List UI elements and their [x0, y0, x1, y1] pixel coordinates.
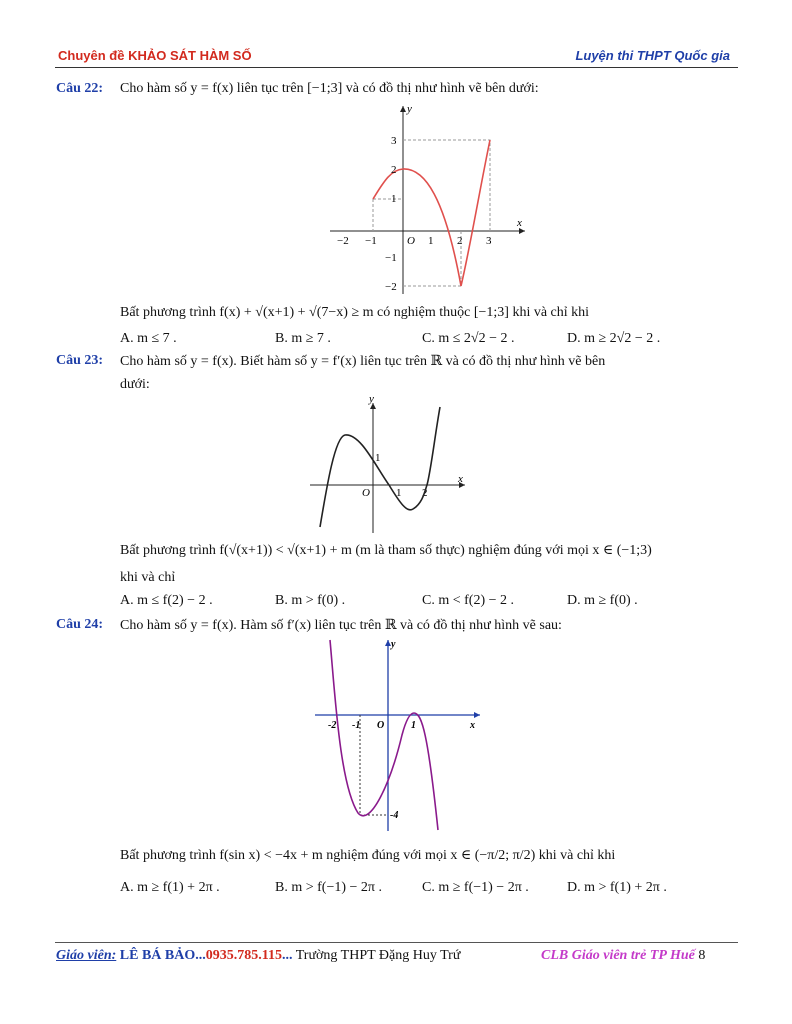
q22-option-a[interactable]: A. m ≤ 7 . — [120, 331, 177, 346]
q22-y-arrow-icon — [400, 106, 406, 112]
q22-guide-lines — [373, 140, 490, 286]
q22-y-tick-3: 3 — [391, 135, 397, 147]
q24-x-tick-m2: -2 — [328, 720, 337, 731]
q23-option-b[interactable]: B. m > f(0) . — [275, 593, 346, 608]
q24-x-label: x — [470, 720, 475, 731]
q22-origin-label: O — [407, 235, 415, 247]
q24-x-tick-m1: -1 — [352, 720, 361, 731]
q24-question: Bất phương trình f(sin x) < −4x + m nghiệm đúng với mọi x ∈ (−π/2; π/2) khi và chỉ khi — [120, 848, 616, 863]
q23-y-label: y — [369, 395, 374, 405]
q22-option-c[interactable]: C. m ≤ 2√2 − 2 . — [422, 331, 515, 346]
q24-option-c[interactable]: C. m ≥ f(−1) − 2π . — [422, 880, 529, 895]
header-right-title: Luyện thi THPT Quốc gia — [575, 48, 730, 63]
q23-text-line2: dưới: — [120, 377, 150, 392]
q22-x-tick-3: 3 — [486, 235, 492, 247]
q22-number: Câu 22: — [56, 81, 104, 96]
q24-x-tick-1: 1 — [411, 720, 416, 731]
footer-teacher — [56, 948, 460, 964]
q23-y-tick-1: 1 — [375, 452, 381, 464]
footer-page-number: 8 — [698, 948, 706, 963]
q23-question-line1: Bất phương trình f(√(x+1)) < √(x+1) + m (m là tham số thực) nghiệm đúng với mọi x ∈ (−1;3) — [120, 543, 652, 558]
q23-number: Câu 23: — [56, 353, 104, 368]
footer-club: CLB Giáo viên trẻ TP Huế — [541, 948, 695, 963]
footer-divider — [55, 942, 738, 943]
q24-origin-label: O — [377, 720, 385, 731]
q24-y-label: y — [391, 639, 396, 650]
q24-y-tick-m4: -4 — [390, 810, 399, 821]
q22-option-d[interactable]: D. m ≥ 2√2 − 2 . — [567, 331, 661, 346]
q23-option-d[interactable]: D. m ≥ f(0) . — [567, 593, 638, 608]
q24-curve — [330, 640, 438, 830]
q23-text-line1: Cho hàm số y = f(x). Biết hàm số y = f′(x) liên tục trên ℝ và có đồ thị như hình vẽ bên — [120, 354, 606, 369]
q22-graph — [325, 98, 540, 298]
q24-option-b[interactable]: B. m > f(−1) − 2π . — [275, 880, 382, 895]
q24-text: Cho hàm số y = f(x). Hàm số f′(x) liên tục trên ℝ và có đồ thị như hình vẽ sau: — [120, 618, 562, 633]
q23-question-line2: khi và chỉ — [120, 570, 176, 585]
q22-curve — [373, 140, 490, 286]
q22-y-tick-2: 2 — [391, 164, 397, 176]
q23-option-a[interactable]: A. m ≤ f(2) − 2 . — [120, 593, 213, 608]
footer-phone: 0935.785.115 — [205, 948, 282, 963]
footer-sep2: ... — [281, 948, 293, 963]
q24-option-d[interactable]: D. m > f(1) + 2π . — [567, 880, 667, 895]
header-left-title: Chuyên đề KHẢO SÁT HÀM SỐ — [58, 48, 252, 63]
q22-y-label: y — [407, 103, 412, 115]
q24-number: Câu 24: — [56, 617, 104, 632]
q23-option-c[interactable]: C. m < f(2) − 2 . — [422, 593, 515, 608]
q23-x-tick-2: 2 — [422, 487, 428, 499]
q22-x-tick-m1: −1 — [365, 235, 377, 247]
footer-teacher-label: Giáo viên: — [56, 948, 117, 963]
q23-curve — [320, 407, 440, 527]
footer-school: Trường THPT Đặng Huy Trứ — [292, 948, 461, 963]
q23-origin-label: O — [362, 487, 370, 499]
q22-y-tick-1: 1 — [391, 193, 397, 205]
q24-option-a[interactable]: A. m ≥ f(1) + 2π . — [120, 880, 220, 895]
footer-teacher-name: LÊ BÁ BẢO — [119, 948, 196, 963]
footer-right — [541, 948, 705, 964]
q22-text: Cho hàm số y = f(x) liên tục trên [−1;3] và có đồ thị như hình vẽ bên dưới: — [120, 81, 539, 96]
q22-question: Bất phương trình f(x) + √(x+1) + √(7−x) ≥ m có nghiệm thuộc [−1;3] khi và chỉ khi — [120, 305, 590, 320]
q22-x-tick-m2: −2 — [337, 235, 349, 247]
header-divider — [55, 67, 738, 68]
q22-x-label: x — [517, 217, 522, 229]
q22-option-b[interactable]: B. m ≥ 7 . — [275, 331, 331, 346]
q22-x-tick-2: 2 — [457, 235, 463, 247]
q22-y-tick-m1: −1 — [385, 252, 397, 264]
q22-x-tick-1: 1 — [428, 235, 434, 247]
q24-x-arrow-icon — [474, 712, 480, 718]
q23-x-tick-1: 1 — [396, 487, 402, 499]
footer-sep1: ... — [195, 948, 206, 963]
q24-graph — [310, 635, 485, 835]
q23-graph — [305, 395, 475, 535]
q22-y-tick-m2: −2 — [385, 281, 397, 293]
q23-x-label: x — [458, 473, 463, 485]
